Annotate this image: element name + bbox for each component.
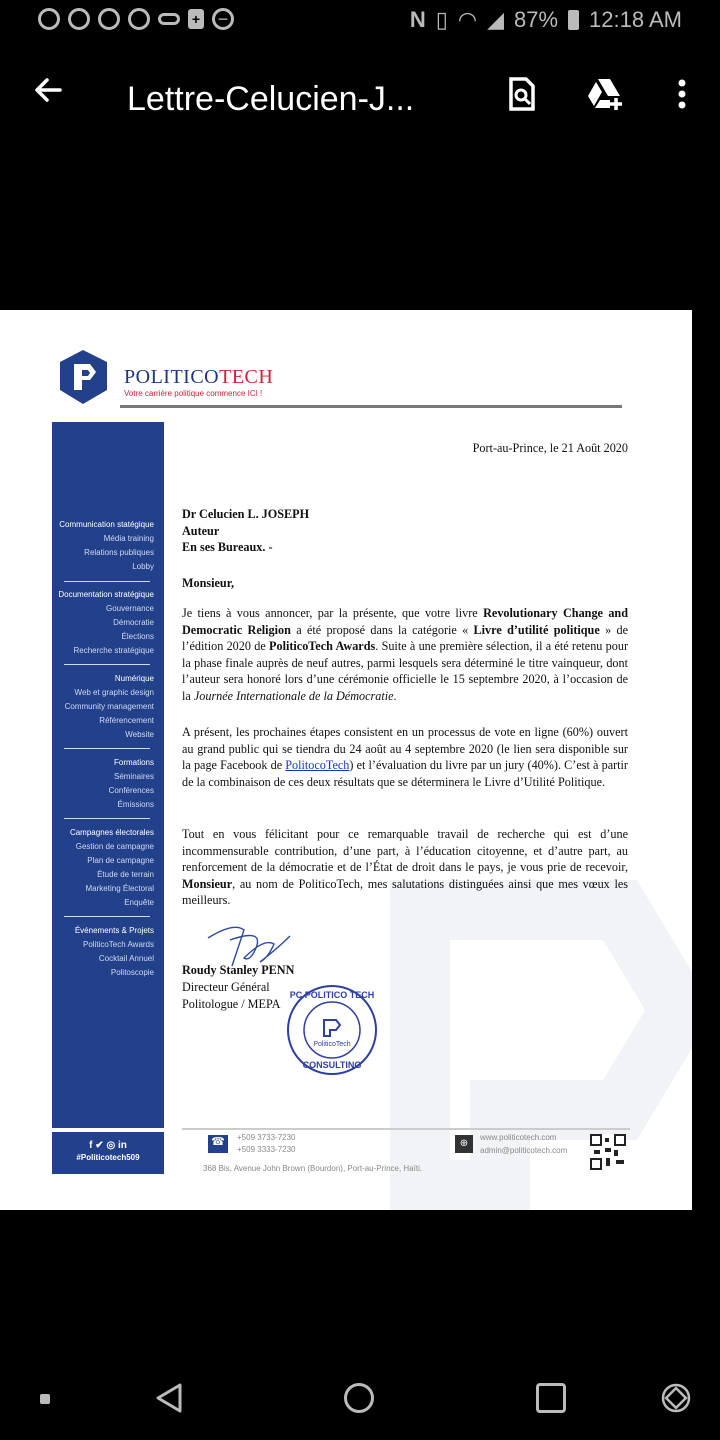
more-options-icon[interactable] <box>662 74 702 114</box>
sidebar-section: Formations Séminaires Conférences Émissions <box>108 758 154 809</box>
sidebar-divider <box>64 748 150 749</box>
facebook-page-link[interactable]: PolitocoTech <box>285 758 350 772</box>
letterhead-sidebar <box>52 422 164 1128</box>
social-block <box>52 1132 164 1174</box>
sidebar-section: Communication statégique Média training Relations publiques Lobby <box>59 520 154 571</box>
minus-circle-icon: − <box>212 8 234 30</box>
sidebar-divider <box>64 818 150 819</box>
header-rule <box>120 405 622 408</box>
sidebar-section: Événements & Projets PoliticoTech Awards Cocktail Annuel Politoscopie <box>74 926 154 977</box>
footer-email: admin@politicotech.com <box>480 1146 568 1155</box>
footer-phone-1: +509 3733-7230 <box>237 1133 296 1142</box>
overview-nav-icon[interactable] <box>536 1383 566 1413</box>
paragraph-1: Je tiens à vous annoncer, par la présente, que votre livre Revolutionary Change and Democratic Religion a été proposé dans la catégorie « Livre d’utilité politique » de l’édition 2020 de PoliticoTech Awards. Suite à une première sélection, il a été retenu pour la phase finale auprès de neuf autres, parmi lesquels sera déterminé le titre vainqueur, dont l’auteur sera honoré lors d’une cérémonie officielle le 15 septembre 2020, à l’occasion de la Journée Internationale de la Démocratie. <box>182 606 629 703</box>
politicotech-logo-icon <box>52 346 114 413</box>
footer-phone-2: +509 3333-7230 <box>237 1145 296 1154</box>
sidebar-divider <box>64 916 150 917</box>
recents-dot-icon[interactable] <box>40 1394 50 1404</box>
salutation: Monsieur, <box>182 576 235 590</box>
svg-text:CONSULTING: CONSULTING <box>302 1060 362 1070</box>
chrome-icon <box>128 8 150 30</box>
voicemail-icon <box>158 13 180 25</box>
add-to-drive-icon[interactable] <box>586 74 626 114</box>
find-in-document-icon[interactable] <box>502 74 542 114</box>
footer-rule <box>182 1128 630 1130</box>
signal-icon: ◢ <box>487 7 504 32</box>
system-nav-bar <box>0 1356 720 1440</box>
paragraph-3: Tout en vous félicitant pour ce remarquable travail de recherche qui est d’une incommensurable contribution, d’une part, à l’éducation citoyenne, et d’autre part, au renforcement de la démocratie et de l’État de droit dans le pays, je vous prie de recevoir, Monsieur, au nom de PoliticoTech, mes salutations distinguées ainsi que mes vœux les meilleurs. <box>182 827 628 907</box>
footer-address: 368 Bis, Avenue John Brown (Bourdon), Port-au-Prince, Haïti. <box>203 1164 423 1173</box>
brand-name: POLITICOTECH <box>124 366 274 388</box>
company-stamp-icon <box>282 980 382 1080</box>
app-bar <box>0 44 720 144</box>
signer-name: Roudy Stanley PENN <box>182 963 295 977</box>
status-bar <box>0 0 720 44</box>
back-nav-icon[interactable] <box>154 1382 184 1419</box>
footer-website: www.politicotech.com <box>480 1133 557 1142</box>
notification-icons <box>38 8 234 30</box>
qr-code-icon <box>590 1134 626 1170</box>
svg-text:PC POLITICO TECH: PC POLITICO TECH <box>289 990 375 1000</box>
chrome-icon <box>98 8 120 30</box>
signer-title: Politologue / MEPA <box>182 997 281 1011</box>
rotate-screen-icon[interactable] <box>660 1382 692 1419</box>
document-title: Lettre-Celucien-J... <box>127 80 415 118</box>
chrome-icon <box>68 8 90 30</box>
recipient-block: Dr Celucien L. JOSEPH Auteur En ses Bureaux. - <box>182 507 310 554</box>
brand-tagline: Votre carrière politique commence ICI ! <box>124 389 263 398</box>
battery-percent: 87% <box>514 7 559 32</box>
social-icons: f ✔ ◎ in <box>89 1140 127 1151</box>
sidebar-divider <box>64 581 150 582</box>
paragraph-2: A présent, les prochaines étapes consistent en un processus de vote en ligne (60%) ouvert au grand public qui se tiendra du 24 août au 4 septembre 2020 (le lien sera disponible sur la page Facebook de PolitocoTech) et l’évaluation du livre par un jury (40%). C’est à partir de la combinaison de ces deux résultats que se déterminera le Livre d’Utilité Politique. <box>182 725 628 789</box>
letter-date: Port-au-Prince, le 21 Août 2020 <box>472 441 628 455</box>
sidebar-section: Numérique Web et graphic design Community management Référencement Website <box>64 674 154 739</box>
wifi-icon: ◠ <box>457 7 478 32</box>
battery-icon <box>568 10 579 30</box>
social-hashtag: #Politicotech509 <box>76 1153 140 1162</box>
chrome-icon <box>38 8 60 30</box>
nfc-icon: N <box>409 7 426 32</box>
home-nav-icon[interactable] <box>344 1383 374 1413</box>
sidebar-divider <box>64 664 150 665</box>
sidebar-section: Documentation stratégique Gouvernance Démocratie Élections Recherche stratégique <box>58 590 154 655</box>
document-page[interactable] <box>0 310 692 1210</box>
back-arrow-icon[interactable] <box>32 74 64 115</box>
web-icon: ⊕ <box>455 1135 473 1153</box>
svg-text:PoliticoTech: PoliticoTech <box>313 1041 351 1048</box>
clock: 12:18 AM <box>589 7 682 32</box>
battery-plus-icon: + <box>188 9 204 29</box>
vibrate-icon: ▯ <box>435 7 448 32</box>
sidebar-section: Campagnes électorales Gestion de campagne Plan de campagne Étude de terrain Marketing Électoral Enquête <box>69 828 154 907</box>
signer-role: Directeur Général <box>182 980 270 994</box>
phone-icon: ☎ <box>208 1135 228 1153</box>
